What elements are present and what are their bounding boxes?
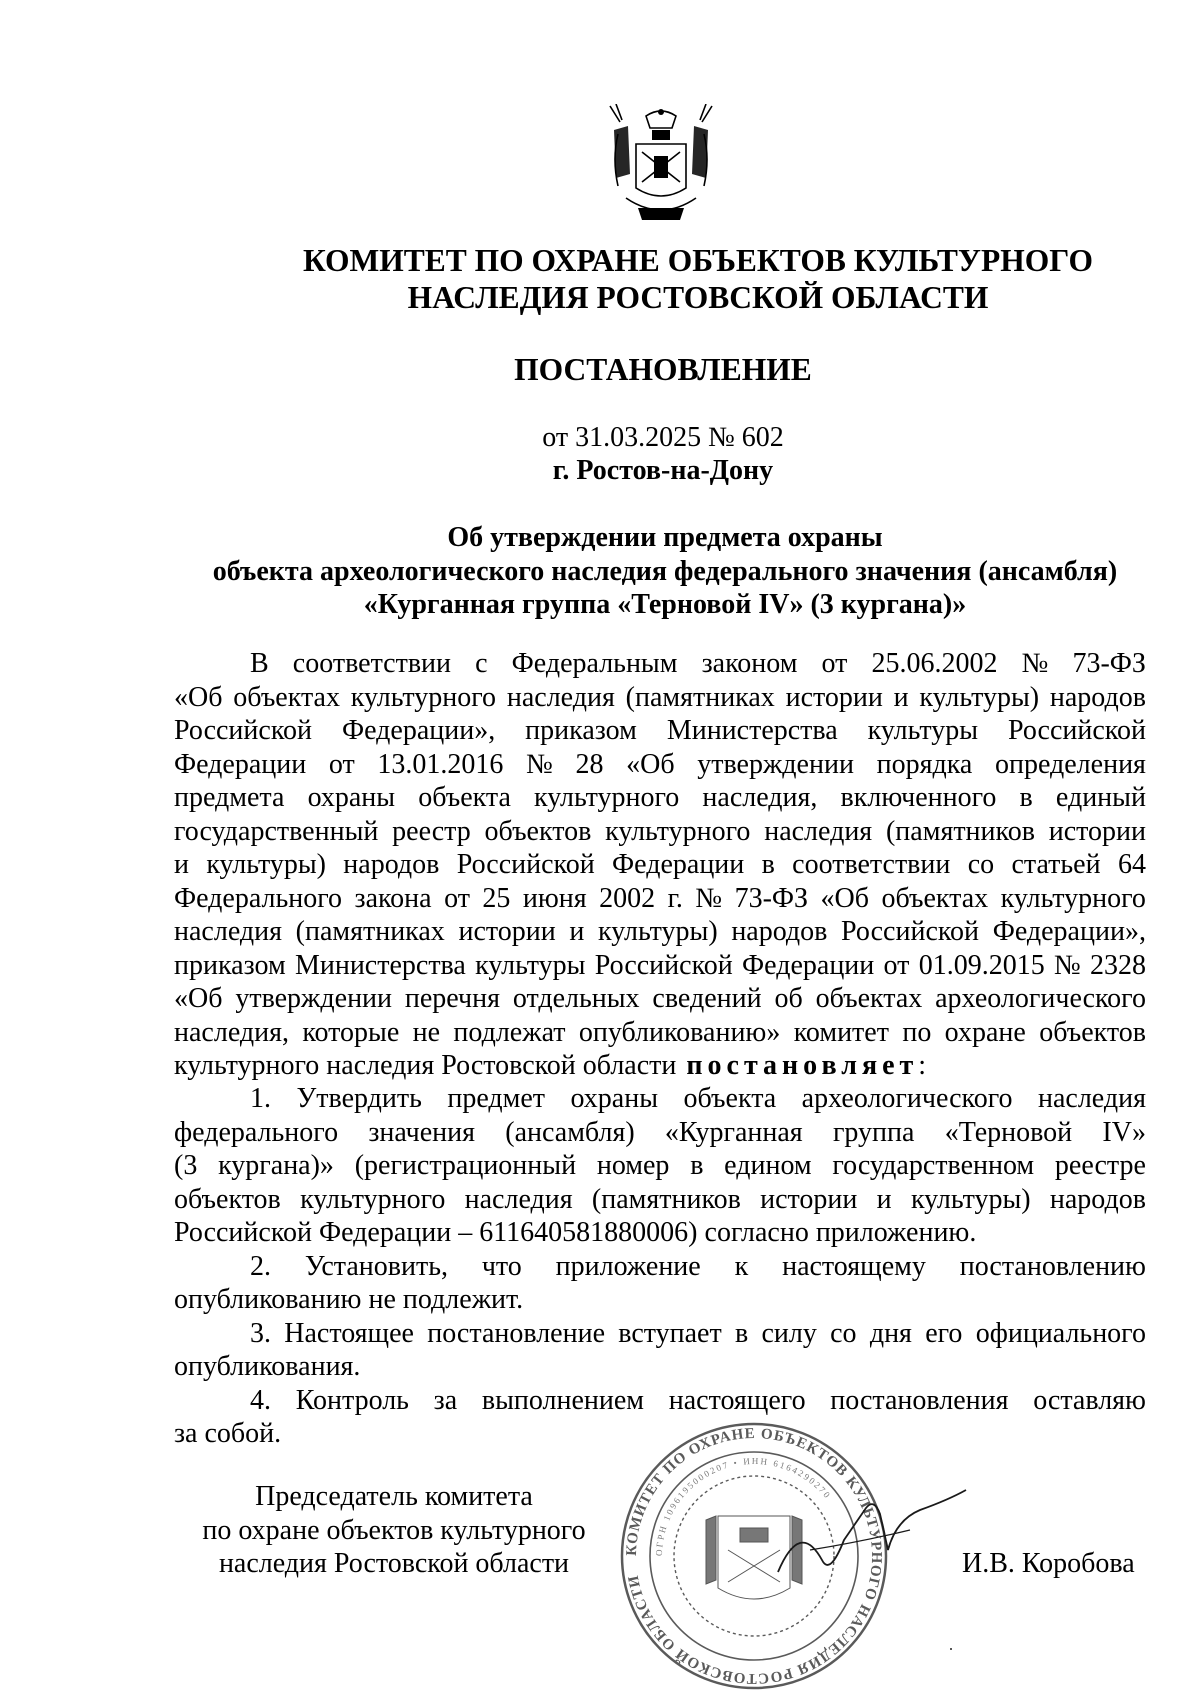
rostov-oblast-coat-of-arms-icon — [608, 104, 714, 226]
text-line: опубликованию не подлежит. — [174, 1284, 524, 1315]
text-line: и культуры) народов Российской Федерации в соответствии со статьей 64 — [174, 849, 1146, 880]
resolve-word: постановляет — [686, 1050, 919, 1081]
organization-name — [258, 242, 1138, 316]
text-line: предмета охраны объекта культурного наследия, включенного в единый — [174, 782, 1146, 813]
text-fragment: : — [918, 1050, 927, 1081]
text-line: 1. Утвердить предмет охраны объекта археологического наследия — [250, 1083, 1146, 1114]
organization-name-line-2: НАСЛЕДИЯ РОСТОВСКОЙ ОБЛАСТИ — [407, 280, 989, 315]
seal-inner-text: ОГРН 1096195000207 • ИНН 6164290270 — [653, 1455, 834, 1557]
text-line: Федерации от 13.01.2016 № 28 «Об утверждении порядка определения — [174, 748, 1146, 780]
document-title — [160, 521, 1170, 622]
text-line: «Об утверждении перечня отдельных сведений об объектах археологического — [174, 983, 1146, 1014]
signatory-position-line: по охране объектов культурного — [202, 1514, 586, 1546]
text-line: 3. Настоящее постановление вступает в силу со дня его официального — [250, 1317, 1146, 1349]
title-line: объекта археологического наследия федерального значения (ансамбля) — [212, 555, 1118, 587]
document-city: г. Ростов-на-Дону — [552, 455, 774, 486]
text-line: Российской Федерации», приказом Министерства культуры Российской — [174, 715, 1146, 746]
resolution-items — [174, 1082, 1146, 1451]
document-date-number: от 31.03.2025 № 602 — [542, 422, 784, 453]
text-line: «Об объектах культурного наследия (памятниках истории и культуры) народов — [174, 681, 1146, 713]
text-line: Российской Федерации – 611640581880006) согласно приложению. — [174, 1217, 977, 1248]
organization-name-line-1: КОМИТЕТ ПО ОХРАНЕ ОБЪЕКТОВ КУЛЬТУРНОГО — [302, 243, 1093, 278]
title-line: Об утверждении предмета охраны — [447, 522, 883, 553]
text-fragment: культурного наследия Ростовской области — [174, 1050, 677, 1081]
text-line: приказом Министерства культуры Российской Федерации от 01.09.2015 № 2328 — [174, 949, 1146, 981]
text-line: (3 кургана)» (регистрационный номер в едином государственном реестре — [174, 1150, 1146, 1181]
text-line: Федерального закона от 25 июня 2002 г. № 73-ФЗ «Об объектах культурного — [174, 882, 1146, 914]
text-line: наследия, которые не подлежат опубликованию» комитет по охране объектов — [174, 1016, 1146, 1048]
text-line: 2. Установить, что приложение к настоящему постановлению — [250, 1250, 1146, 1282]
text-line: объектов культурного наследия (памятников истории и культуры) народов — [174, 1183, 1146, 1215]
text-line — [174, 1049, 1146, 1083]
document-type: ПОСТАНОВЛЕНИЕ — [514, 352, 812, 387]
title-line: «Курганная группа «Терновой IV» (3 кургана)» — [363, 589, 967, 620]
text-line: В соответствии с Федеральным законом от 25.06.2002 № 73-ФЗ — [250, 648, 1146, 679]
text-line: федерального значения (ансамбля) «Курганная группа «Терновой IV» — [174, 1116, 1146, 1148]
seal-outer-text: КОМИТЕТ ПО ОХРАНЕ ОБЪЕКТОВ КУЛЬТУРНОГО НАСЛЕДИЯ РОСТОВСКОЙ ОБЛАСТИ — [623, 1425, 885, 1687]
signatory-position — [195, 1480, 593, 1581]
text-line: наследия (памятниках истории и культуры) народов Российской Федерации», — [174, 916, 1146, 947]
text-line: за собой. — [174, 1418, 282, 1449]
text-line: государственный реестр объектов культурного наследия (памятников истории — [174, 815, 1146, 847]
signatory-position-line: Председатель комитета — [255, 1481, 533, 1512]
signatory-position-line: наследия Ростовской области — [218, 1548, 570, 1579]
handwritten-signature — [770, 1480, 970, 1600]
text-line: опубликования. — [174, 1351, 361, 1382]
preamble-paragraph — [174, 647, 1146, 1083]
signatory-name: И.В. Коробова — [962, 1548, 1135, 1579]
text-line: 4. Контроль за выполнением настоящего постановления оставляю — [250, 1384, 1146, 1416]
stray-mark — [950, 1648, 952, 1650]
